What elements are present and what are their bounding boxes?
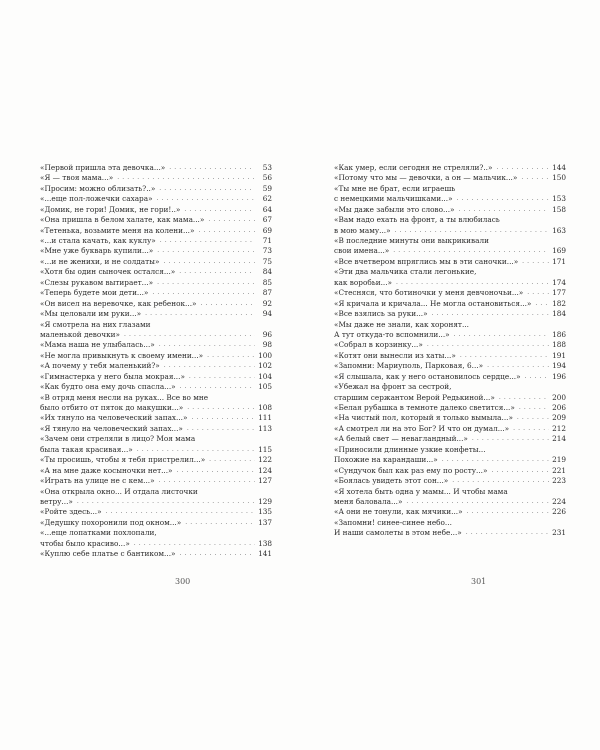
dot-leader: [207, 351, 255, 361]
toc-entry-title: «Хотя бы один сыночек остался...»: [40, 267, 176, 277]
toc-entry-title: «Я хотела быть одна у мамы... И чтобы мама: [334, 486, 508, 496]
toc-entry-page: 127: [258, 476, 272, 486]
dot-leader: [457, 194, 549, 204]
toc-entry: [40, 340, 272, 350]
toc-entry-title: с немецкими мальчишками...»: [334, 194, 453, 204]
toc-entry-title: «А белый свет — невагландный...»: [334, 434, 468, 444]
dot-leader: [535, 299, 549, 309]
toc-entry: [334, 434, 566, 444]
toc-entry-page: 206: [552, 403, 566, 413]
toc-entry: [334, 403, 566, 413]
dot-leader: [452, 476, 549, 486]
toc-entry-title: «Мама наша не улыбалась...»: [40, 340, 155, 350]
toc-entry: [334, 330, 566, 340]
toc-entry: [40, 518, 272, 528]
toc-entry: [40, 476, 272, 486]
dot-leader: [159, 340, 255, 350]
dot-leader: [187, 424, 255, 434]
toc-entry-title: «Я тянуло на человеческий запах...»: [40, 423, 183, 433]
toc-entry: [334, 194, 566, 204]
dot-leader: [179, 267, 255, 277]
toc-entry-title: «На чистый пол, который я только вымыла...»: [334, 413, 513, 423]
toc-entry: [334, 361, 566, 371]
toc-entry: [334, 320, 566, 330]
toc-entry-title: была такая красивая...»: [40, 444, 133, 454]
toc-entry: [334, 215, 566, 225]
toc-entry-page: 104: [258, 371, 272, 381]
toc-entry-page: 98: [262, 340, 272, 350]
dot-leader: [209, 455, 255, 465]
toc-entry: [334, 351, 566, 361]
toc-entry: [334, 372, 566, 382]
toc-entry-page: 53: [262, 163, 272, 172]
page-number-left: 300: [175, 577, 191, 586]
toc-entry-title: «Все взялись за руки...»: [334, 309, 428, 319]
toc-entry-page: 163: [552, 225, 566, 235]
dot-leader: [521, 173, 549, 183]
toc-entry-page: 153: [552, 194, 566, 204]
toc-entry-title: И наши самолеты в этом небе...»: [334, 528, 462, 538]
toc-entry-page: 115: [258, 444, 272, 454]
toc-entry-title: «Как будто она ему дочь спасла...»: [40, 382, 176, 392]
toc-entry: [40, 372, 272, 382]
toc-entry-page: 71: [262, 236, 272, 246]
toc-entry: [40, 257, 272, 267]
toc-entry-title: «Потому что мы — девочки, а он — мальчик...»: [334, 173, 518, 183]
toc-entry-page: 111: [258, 413, 272, 423]
toc-entry: [40, 466, 272, 476]
toc-entry: [334, 278, 566, 288]
toc-entry-title: «Котят они вынесли из хаты...»: [334, 350, 456, 360]
toc-entry-page: 64: [262, 204, 272, 214]
toc-entry-title: «Играть на улице не с кем...»: [40, 476, 155, 486]
toc-entry-title: «Дедушку похоронили под окном...»: [40, 517, 182, 527]
toc-entry: [40, 205, 272, 215]
toc-entry: [40, 309, 272, 319]
toc-entry-page: 214: [552, 434, 566, 444]
toc-entry-page: 212: [552, 423, 566, 433]
toc-entry-title: «Я смотрела на них глазами: [40, 319, 151, 329]
toc-entry-page: 113: [258, 423, 272, 433]
dot-leader: [527, 288, 549, 298]
toc-entry: [334, 309, 566, 319]
toc-entry-title: «Приносили длинные узкие конфеты...: [334, 444, 486, 454]
dot-leader: [189, 372, 255, 382]
toc-entry-title: «...и не женихи, и не солдаты»: [40, 256, 160, 266]
toc-entry-title: «Стесняся, что ботиночки у меня девчоночьи...»: [334, 288, 524, 298]
toc-entry-title: «А смотрел ли на это Бог? И что он думал...»: [334, 423, 510, 433]
toc-entry: [334, 340, 566, 350]
toc-entry-page: 186: [552, 330, 566, 339]
toc-entry-page: 85: [262, 277, 272, 287]
dot-leader: [191, 414, 255, 424]
toc-entry-title: «А они не тонули, как мячики...»: [334, 507, 463, 517]
toc-entry-page: 56: [262, 173, 272, 183]
toc-entry-title: Похожие на карандаши...»: [334, 455, 438, 465]
toc-entry: [40, 487, 272, 497]
toc-entry: [40, 424, 272, 434]
toc-entry-page: 129: [258, 497, 272, 506]
toc-entry: [40, 507, 272, 517]
toc-entry-title: «Теперь будете мои дети...»: [40, 288, 149, 298]
toc-entry: [40, 267, 272, 277]
toc-entry-title: «Мы даже не знали, как хоронят...: [334, 319, 469, 329]
toc-entry-title: меня баловала...»: [334, 497, 403, 506]
dot-leader: [77, 497, 255, 507]
toc-entry: [334, 163, 566, 173]
dot-leader: [491, 466, 549, 476]
toc-entry: [40, 173, 272, 183]
dot-leader: [145, 309, 255, 319]
toc-entry-page: 73: [262, 246, 272, 256]
toc-entry: [40, 382, 272, 392]
dot-leader: [467, 507, 549, 517]
toc-entry: [334, 247, 566, 257]
toc-entry: [40, 278, 272, 288]
dot-leader: [496, 163, 549, 173]
toc-entry-title: «Убежал на фронт за сестрой,: [334, 382, 452, 392]
toc-entry-page: 231: [552, 528, 566, 538]
toc-entry: [40, 247, 272, 257]
dot-leader: [163, 257, 255, 267]
dot-leader: [157, 247, 255, 257]
toc-entry: [334, 466, 566, 476]
toc-entry-page: 226: [552, 507, 566, 517]
toc-entry-title: маленькой девочки»: [40, 330, 120, 339]
toc-entry: [40, 497, 272, 507]
toc-entry: [334, 299, 566, 309]
dot-leader: [137, 445, 255, 455]
toc-entry-title: «Мы целовали им руки...»: [40, 309, 142, 319]
dot-leader: [393, 247, 549, 257]
toc-entry: [334, 267, 566, 277]
toc-entry: [334, 205, 566, 215]
page-number-right: 301: [471, 577, 487, 586]
toc-entry-page: 150: [552, 173, 566, 183]
toc-entry-page: 224: [552, 497, 566, 506]
toc-entry: [40, 549, 272, 559]
toc-entry-page: 209: [552, 413, 566, 423]
toc-entry-title: «А почему у тебя маленький?»: [40, 361, 160, 371]
toc-entry-title: «Я слышала, как у него остановилось сердце...»: [334, 371, 521, 381]
toc-entry-page: 138: [258, 538, 272, 548]
toc-entry: [40, 184, 272, 194]
dot-leader: [406, 497, 549, 507]
toc-left-column: [40, 163, 272, 560]
dot-leader: [198, 226, 255, 236]
dot-leader: [519, 403, 549, 413]
toc-entry-page: 69: [262, 225, 272, 235]
dot-leader: [432, 309, 549, 319]
toc-entry-page: 221: [552, 465, 566, 475]
toc-entry-title: «Ты мне не брат, если играешь: [334, 183, 456, 193]
toc-entry: [334, 445, 566, 455]
toc-entry: [40, 528, 272, 538]
toc-entry-title: «Мы даже забыли это слово...»: [334, 204, 455, 214]
toc-entry-page: 200: [552, 392, 566, 402]
toc-entry-page: 96: [262, 330, 272, 339]
toc-entry: [334, 497, 566, 507]
dot-leader: [152, 288, 255, 298]
toc-entry-title: старшим сержантом Верой Редькиной...»: [334, 392, 495, 402]
toc-entry-title: «Куплю себе платье с бантиком...»: [40, 549, 176, 559]
toc-entry-title: «Он висел на веревочке, как ребенок...»: [40, 298, 197, 308]
toc-entry: [334, 414, 566, 424]
dot-leader: [517, 414, 549, 424]
toc-entry-title: «Первой пришла эта девочка...»: [40, 163, 166, 172]
dot-leader: [208, 215, 255, 225]
toc-entry-title: А тут откуда-то вспомнили...»: [334, 330, 450, 339]
toc-entry: [40, 288, 272, 298]
toc-entry: [334, 393, 566, 403]
toc-entry-page: 62: [262, 194, 272, 204]
toc-entry-title: «Запомни: Мариуполь, Парковая, 6...»: [334, 361, 484, 371]
dot-leader: [124, 330, 255, 340]
toc-entry-title: «Эти два мальчика стали легонькие,: [334, 267, 477, 277]
toc-entry-page: 102: [258, 361, 272, 371]
dot-leader: [395, 226, 549, 236]
toc-entry-page: 124: [258, 465, 272, 475]
toc-entry-page: 135: [258, 507, 272, 517]
toc-entry-title: «Зачем они стреляли в лицо? Моя мама: [40, 434, 196, 444]
toc-entry-title: «Я — твоя мама...»: [40, 173, 114, 183]
toc-entry-title: «Все вчетвером впряглись мы в эти саночки...»: [334, 256, 519, 266]
toc-entry: [40, 226, 272, 236]
toc-entry: [334, 476, 566, 486]
toc-entry: [334, 226, 566, 236]
dot-leader: [106, 507, 255, 517]
toc-entry-page: 122: [258, 455, 272, 465]
toc-entry-title: «Их тянуло на человеческий запах...»: [40, 413, 188, 423]
toc-entry-page: 194: [552, 361, 566, 371]
toc-entry-title: в мою маму...»: [334, 225, 391, 235]
dot-leader: [157, 194, 255, 204]
toc-entry-title: «...еще лопатками похлопали,: [40, 528, 157, 538]
dot-leader: [427, 340, 549, 350]
toc-entry: [40, 320, 272, 330]
toc-entry-title: «...и стала качать, как куклу»: [40, 236, 156, 246]
toc-entry-title: «...еще пол-ложечки сахара»: [40, 194, 153, 204]
toc-entry: [334, 173, 566, 183]
dot-leader: [169, 163, 255, 173]
toc-entry: [334, 236, 566, 246]
toc-entry-page: 182: [552, 298, 566, 308]
toc-entry-page: 87: [262, 288, 272, 298]
toc-entry-title: «Ты просишь, чтобы я тебя пристрелил...»: [40, 455, 206, 465]
toc-entry-title: «Собрал в корзинку...»: [334, 340, 423, 350]
dot-leader: [460, 351, 549, 361]
toc-entry: [40, 434, 272, 444]
toc-entry-title: «В последние минуты они выкрикивали: [334, 236, 489, 246]
toc-entry-page: 137: [258, 517, 272, 527]
toc-entry-page: 171: [552, 256, 566, 266]
toc-entry: [40, 163, 272, 173]
dot-leader: [185, 518, 255, 528]
dot-leader: [466, 528, 549, 538]
toc-entry: [334, 382, 566, 392]
toc-entry: [334, 518, 566, 528]
toc-entry-page: 100: [258, 350, 272, 360]
toc-entry: [40, 414, 272, 424]
toc-entry-title: «Не могла привыкнуть к своему имени...»: [40, 350, 204, 360]
toc-entry: [40, 351, 272, 361]
toc-entry-title: «Она пришла в белом халате, как мама...»: [40, 215, 205, 225]
toc-entry: [40, 539, 272, 549]
dot-leader: [177, 466, 255, 476]
toc-entry-page: 84: [262, 267, 272, 277]
toc-entry-page: 108: [258, 403, 272, 413]
toc-entry-title: чтобы было красиво...»: [40, 538, 130, 548]
toc-entry-title: как воробьи...»: [334, 277, 393, 287]
toc-entry-title: «Просим: можно облизать?..»: [40, 183, 156, 193]
toc-entry: [40, 393, 272, 403]
toc-entry-page: 141: [258, 549, 272, 559]
toc-entry-page: 75: [262, 256, 272, 266]
toc-entry: [334, 455, 566, 465]
toc-entry-page: 92: [262, 298, 272, 308]
dot-leader: [160, 236, 255, 246]
toc-entry-page: 169: [552, 246, 566, 256]
toc-entry: [40, 299, 272, 309]
toc-entry-title: «Белая рубашка в темноте далеко светится...»: [334, 403, 515, 413]
toc-entry: [334, 257, 566, 267]
toc-right-column: [334, 163, 566, 539]
dot-leader: [458, 205, 549, 215]
dot-leader: [525, 372, 549, 382]
toc-entry-page: 67: [262, 215, 272, 225]
toc-entry-title: «Она открыла окно... И отдала листочки: [40, 486, 198, 496]
toc-entry: [334, 528, 566, 538]
toc-entry: [334, 184, 566, 194]
dot-leader: [134, 539, 255, 549]
toc-entry-page: 188: [552, 340, 566, 350]
dot-leader: [487, 361, 549, 371]
toc-entry-page: 59: [262, 183, 272, 193]
toc-entry-title: ветру...»: [40, 497, 73, 506]
toc-entry-page: 184: [552, 309, 566, 319]
dot-leader: [184, 205, 255, 215]
toc-entry: [40, 361, 272, 371]
dot-leader: [442, 455, 549, 465]
dot-leader: [396, 278, 549, 288]
toc-entry-title: «Вам надо ехать на фронт, а ты влюбилась: [334, 215, 500, 225]
toc-entry-title: «Тетенька, возьмите меня на колени...»: [40, 225, 195, 235]
toc-entry-page: 191: [552, 350, 566, 360]
toc-entry-page: 105: [258, 382, 272, 392]
toc-entry: [334, 288, 566, 298]
toc-entry-title: «Домик, не гори! Домик, не гори!..»: [40, 204, 181, 214]
dot-leader: [117, 173, 255, 183]
toc-entry: [40, 403, 272, 413]
toc-entry-title: «Сундучок был как раз ему по росту...»: [334, 465, 488, 475]
dot-leader: [472, 434, 549, 444]
dot-leader: [159, 476, 255, 486]
toc-entry-title: «Ройте здесь...»: [40, 507, 102, 517]
dot-leader: [499, 393, 549, 403]
toc-entry-page: 223: [552, 476, 566, 486]
toc-entry-title: «Мне уже букварь купили...»: [40, 246, 154, 256]
toc-entry: [334, 424, 566, 434]
toc-entry-title: «Слезы рукавом вытирает...»: [40, 277, 154, 287]
toc-entry-title: «А на мне даже косыночки нет...»: [40, 465, 173, 475]
toc-entry: [334, 487, 566, 497]
dot-leader: [522, 257, 549, 267]
toc-entry: [334, 507, 566, 517]
dot-leader: [187, 403, 255, 413]
dot-leader: [157, 278, 255, 288]
toc-entry-title: «Гимнастерка у него была мокрая...»: [40, 371, 185, 381]
toc-entry: [40, 236, 272, 246]
toc-entry-page: 177: [552, 288, 566, 298]
dot-leader: [513, 424, 549, 434]
toc-entry-title: «Боялась увидеть этот сон...»: [334, 476, 449, 486]
dot-leader: [179, 549, 255, 559]
toc-entry-title: «Я кричала и кричала... Не могла остановиться...»: [334, 298, 532, 308]
toc-entry-title: было отбито от пяток до макушки...»: [40, 403, 184, 413]
dot-leader: [180, 382, 255, 392]
dot-leader: [164, 361, 255, 371]
toc-entry-page: 196: [552, 371, 566, 381]
toc-entry-page: 144: [552, 163, 566, 172]
dot-leader: [159, 184, 255, 194]
dot-leader: [200, 299, 255, 309]
toc-entry: [40, 455, 272, 465]
toc-entry-title: «Запомни! синее-синее небо...: [334, 517, 452, 527]
dot-leader: [454, 330, 549, 340]
toc-entry-page: 174: [552, 277, 566, 287]
toc-entry-page: 219: [552, 455, 566, 465]
toc-entry-title: свои имена...»: [334, 246, 390, 256]
toc-entry: [40, 215, 272, 225]
toc-entry-title: «Как умер, если сегодня не стреляли?..»: [334, 163, 493, 172]
toc-entry: [40, 445, 272, 455]
toc-entry: [40, 194, 272, 204]
toc-entry-page: 94: [262, 309, 272, 319]
toc-entry: [40, 330, 272, 340]
toc-entry-page: 158: [552, 204, 566, 214]
toc-entry-title: «В отряд меня несли на руках... Все во мне: [40, 392, 209, 402]
